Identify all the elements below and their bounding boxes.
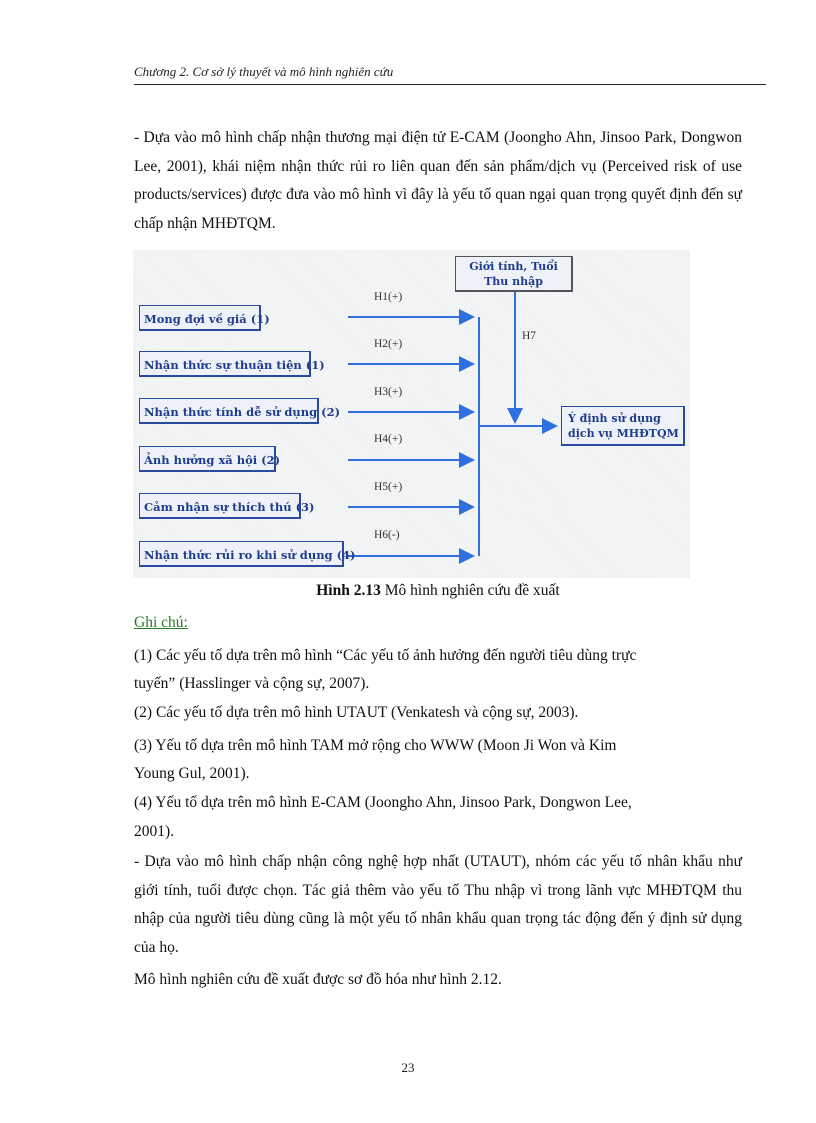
h4-label: H4(+)	[374, 433, 403, 445]
factor-box-2: Nhận thức sự thuận tiện (1)	[139, 351, 311, 377]
outcome-line-1: Ý định sử dụng	[568, 412, 661, 425]
moderator-line-2: Thu nhập	[484, 275, 543, 288]
note-line-4: (3) Yếu tố dựa trên mô hình TAM mở rộng cho WWW (Moon Ji Won và Kim	[134, 737, 617, 754]
header-rule	[134, 84, 766, 85]
running-header: Chương 2. Cơ sở lý thuyết và mô hình nghiên cứu	[134, 64, 394, 79]
moderator-box	[455, 256, 573, 292]
h5-label: H5(+)	[374, 481, 403, 493]
notes-title: Ghi chú:	[134, 614, 188, 631]
figure-label: Hình 2.13	[316, 582, 381, 599]
factor-box-6: Nhận thức rủi ro khi sử dụng (4)	[139, 541, 344, 567]
h7-label: H7	[522, 330, 537, 342]
note-line-6: (4) Yếu tố dựa trên mô hình E-CAM (Joongho Ahn, Jinsoo Park, Dongwon Lee,	[134, 794, 632, 811]
factor-box-5: Cảm nhận sự thích thú (3)	[139, 493, 301, 519]
h2-label: H2(+)	[374, 338, 403, 350]
intro-paragraph: - Dựa vào mô hình chấp nhận thương mại điện tử E-CAM (Joongho Ahn, Jinsoo Park, Dongwon Lee, 2001), khái niệm nhận thức rủi ro liên quan đến sản phẩm/dịch vụ (Perceived risk of use products/services) được đưa vào mô hình vì đây là yếu tố quan ngại quan trọng quyết định đến sự chấp nhận MHĐTQM.	[134, 129, 742, 232]
note-line-3: (2) Các yếu tố dựa trên mô hình UTAUT (Venkatesh và cộng sự, 2003).	[134, 704, 579, 721]
note-line-7: 2001).	[134, 823, 175, 840]
figure-title: Mô hình nghiên cứu đề xuất	[384, 582, 560, 599]
h1-label: H1(+)	[374, 291, 403, 303]
factor-box-3: Nhận thức tính dễ sử dụng (2)	[139, 398, 319, 424]
moderator-line-1: Giới tính, Tuổi	[469, 260, 558, 273]
factor-box-4: Ảnh hưởng xã hội (2)	[139, 446, 276, 472]
page-number: 23	[401, 1060, 415, 1075]
note-line-1: (1) Các yếu tố dựa trên mô hình “Các yếu tố ảnh hưởng đến người tiêu dùng trực	[134, 647, 637, 664]
utaut-paragraph: - Dựa vào mô hình chấp nhận công nghệ hợp nhất (UTAUT), nhóm các yếu tố nhân khẩu như giới tính, tuổi được chọn. Tác giả thêm vào yếu tố Thu nhập vì trong lãnh vực MHĐTQM thu nhập của người tiêu dùng cũng là một yếu tố nhân khẩu quan trọng tác động đến ý định sử dụng của họ.	[134, 853, 742, 956]
note-line-2: tuyến” (Hasslinger và cộng sự, 2007).	[134, 675, 370, 692]
research-model-diagram	[133, 250, 690, 578]
note-line-5: Young Gul, 2001).	[134, 765, 250, 782]
figure-caption	[134, 582, 742, 600]
closing-paragraph: Mô hình nghiên cứu đề xuất được sơ đồ hóa như hình 2.12.	[134, 971, 502, 988]
outcome-box	[561, 406, 685, 446]
factor-box-1: Mong đợi về giá (1)	[139, 305, 261, 331]
h6-label: H6(-)	[374, 529, 400, 541]
outcome-line-2: dịch vụ MHĐTQM	[568, 427, 679, 440]
h3-label: H3(+)	[374, 386, 403, 398]
